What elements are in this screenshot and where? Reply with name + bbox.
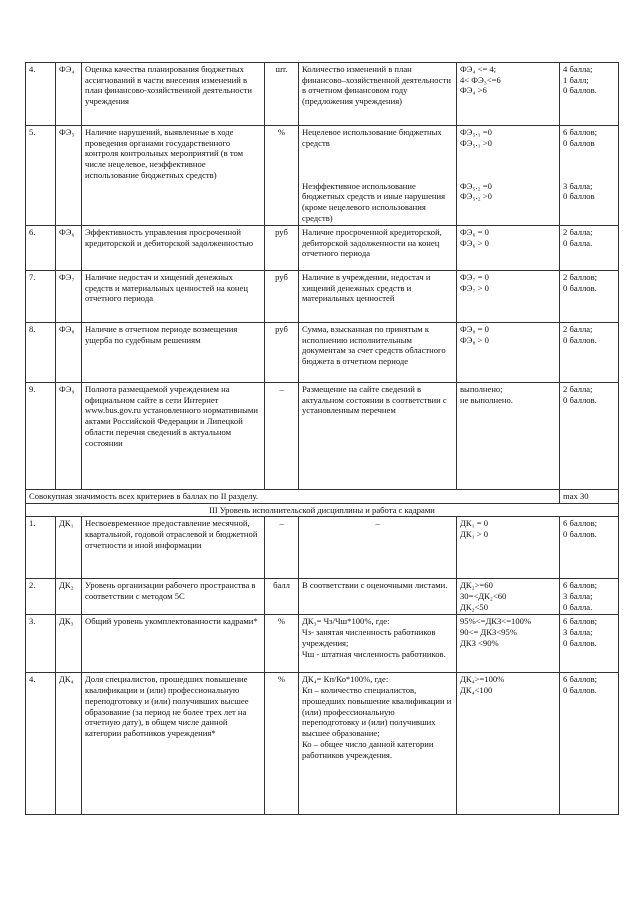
criterion-description: Размещение на сайте сведений в актуальном состоянии в соответствии с установленным перечнем <box>299 383 457 490</box>
score-condition: 95%<=ДКЗ<=100% 90<= ДКЗ<95% ДКЗ <90% <box>457 615 560 673</box>
score-value: 2 балла; 0 баллов. <box>560 323 619 383</box>
criterion-description: Количество изменений в план финансово–хозяйственной деятельности в отчетном финансовом году (предложения учреждения) <box>299 63 457 126</box>
score-value: 2 балла; 0 балла. <box>560 226 619 271</box>
table-row <box>26 271 619 323</box>
row-number: 8. <box>26 323 56 383</box>
score-value: 6 баллов; 0 баллов. <box>560 673 619 815</box>
unit-of-measure: % <box>265 615 299 673</box>
criterion-code: ДК₃ <box>56 615 82 673</box>
score-condition: ФЭ₅.₁ =0 ФЭ₅.₁ >0 ФЭ₅.₂ =0 ФЭ₅.₂ >0 <box>457 126 560 226</box>
criterion-name: Наличие нарушений, выявленные в ходе проведения органами государственного контроля контрольных мероприятий (в том числе нецелевое, неэффективное использование бюджетных средств) <box>82 126 265 226</box>
criterion-code: ДК₂ <box>56 579 82 615</box>
unit-of-measure: руб <box>265 323 299 383</box>
row-number: 9. <box>26 383 56 490</box>
criterion-description: Сумма, взысканная по принятым к исполнению исполнительным документам за счет средств областного бюджета в отчетном периоде <box>299 323 457 383</box>
criterion-description: – <box>299 517 457 579</box>
criterion-code: ФЭ₄ <box>56 63 82 126</box>
table-row <box>26 673 619 815</box>
criterion-name: Наличие в отчетном периоде возмещения ущерба по судебным решениям <box>82 323 265 383</box>
score-value: 6 баллов; 3 балла; 0 балла. <box>560 579 619 615</box>
row-number: 6. <box>26 226 56 271</box>
row-number: 5. <box>26 126 56 226</box>
criterion-description: ДК₄= Кп/Ко*100%, где: Кп – количество специалистов, прошедших повышение квалификации и (или) профессиональную переподготовку и (или) получивших высшее образование; Ко – общее число данной категории работников учреждения. <box>299 673 457 815</box>
score-condition: ДК₄>=100% ДК₄<100 <box>457 673 560 815</box>
score-condition: ФЭ₈ = 0 ФЭ₈ > 0 <box>457 323 560 383</box>
table-row <box>26 323 619 383</box>
criterion-name: Общий уровень укомплектованности кадрами* <box>82 615 265 673</box>
section3-title: III Уровень исполнительской дисциплины и работа с кадрами <box>26 503 619 517</box>
row-number: 2. <box>26 579 56 615</box>
unit-of-measure: – <box>265 383 299 490</box>
criterion-description: Нецелевое использование бюджетных средств Неэффективное использование бюджетных средств и иные нарушения (кроме нецелевого использования средств) <box>299 126 457 226</box>
criterion-description: В соответствии с оценочными листами. <box>299 579 457 615</box>
criterion-code: ФЭ₆ <box>56 226 82 271</box>
criterion-name: Несвоевременное предоставление месячной, квартальной, годовой отраслевой и бюджетной отчетности и иной информации <box>82 517 265 579</box>
score-condition: ФЭ₇ = 0 ФЭ₇ > 0 <box>457 271 560 323</box>
row-number: 4. <box>26 673 56 815</box>
row-number: 7. <box>26 271 56 323</box>
criterion-description: ДК₃= Чз/Чш*100%, где: Чз- занятая численность работников учреждения; Чш - штатная численность работников. <box>299 615 457 673</box>
score-condition: ДК₂>=60 30=<ДК₂<60 ДК₂<50 <box>457 579 560 615</box>
score-condition: ФЭ₄ <= 4; 4< ФЭ₃<=6 ФЭ₄ >6 <box>457 63 560 126</box>
criterion-code: ДК₁ <box>56 517 82 579</box>
table-row <box>26 615 619 673</box>
table-row <box>26 126 619 226</box>
score-value: 6 баллов; 3 балла; 0 баллов. <box>560 615 619 673</box>
criterion-code: ФЭ₈ <box>56 323 82 383</box>
unit-of-measure: % <box>265 126 299 226</box>
score-value: 6 баллов; 0 баллов. <box>560 517 619 579</box>
unit-of-measure: руб <box>265 226 299 271</box>
score-condition: выполнено; не выполнено. <box>457 383 560 490</box>
section2-rows <box>26 63 619 490</box>
criterion-name: Доля специалистов, прошедших повышение квалификации и (или) профессиональную переподготовку и (или) получивших высшее образование (за период не более трех лет на отчетную дату), в общем числе данной категории работников учреждения* <box>82 673 265 815</box>
table-row <box>26 226 619 271</box>
score-value: 6 баллов; 0 баллов 3 балла; 0 баллов <box>560 126 619 226</box>
criterion-name: Эффективность управления просроченной кредиторской и дебиторской задолженностью <box>82 226 265 271</box>
table-row <box>26 63 619 126</box>
criterion-description: Наличие просроченной кредиторской, дебиторской задолженности на конец отчетного периода <box>299 226 457 271</box>
total-label: Совокупная значимость всех критериев в баллах по II разделу. <box>26 490 560 504</box>
score-condition: ДК₁ = 0 ДК₁ > 0 <box>457 517 560 579</box>
criterion-code: ФЭ₇ <box>56 271 82 323</box>
table-row <box>26 383 619 490</box>
table-row <box>26 517 619 579</box>
section-header-row <box>26 503 619 517</box>
criterion-name: Полнота размещаемой учреждением на официальном сайте в сети Интернет www.bus.gov.ru установленного нормативными актами Российской Федерации и Липецкой области перечня сведений в актуальном состоянии <box>82 383 265 490</box>
total-value: max 30 <box>560 490 619 504</box>
criterion-code: ФЭ₉ <box>56 383 82 490</box>
criterion-code: ДК₄ <box>56 673 82 815</box>
unit-of-measure: – <box>265 517 299 579</box>
table-row <box>26 579 619 615</box>
row-number: 4. <box>26 63 56 126</box>
total-row <box>26 490 619 504</box>
score-condition: ФЭ₆ = 0 ФЭ₆ > 0 <box>457 226 560 271</box>
criterion-name: Наличие недостач и хищений денежных средств и материальных ценностей на конец отчетного периода <box>82 271 265 323</box>
score-value: 4 балла; 1 балл; 0 баллов. <box>560 63 619 126</box>
score-value: 2 балла; 0 баллов. <box>560 383 619 490</box>
criteria-table <box>25 62 619 815</box>
row-number: 1. <box>26 517 56 579</box>
unit-of-measure: руб <box>265 271 299 323</box>
unit-of-measure: балл <box>265 579 299 615</box>
row-number: 3. <box>26 615 56 673</box>
criterion-name: Оценка качества планирования бюджетных ассигнований в части внесения изменений в план финансово-хозяйственной деятельности учреждения <box>82 63 265 126</box>
section3-rows <box>26 517 619 815</box>
criterion-description: Наличие в учреждении, недостач и хищений денежных средств и материальных ценностей <box>299 271 457 323</box>
unit-of-measure: % <box>265 673 299 815</box>
unit-of-measure: шт. <box>265 63 299 126</box>
score-value: 2 баллов; 0 баллов. <box>560 271 619 323</box>
criterion-code: ФЭ₅ <box>56 126 82 226</box>
criterion-name: Уровень организации рабочего пространства в соответствии с методом 5С <box>82 579 265 615</box>
